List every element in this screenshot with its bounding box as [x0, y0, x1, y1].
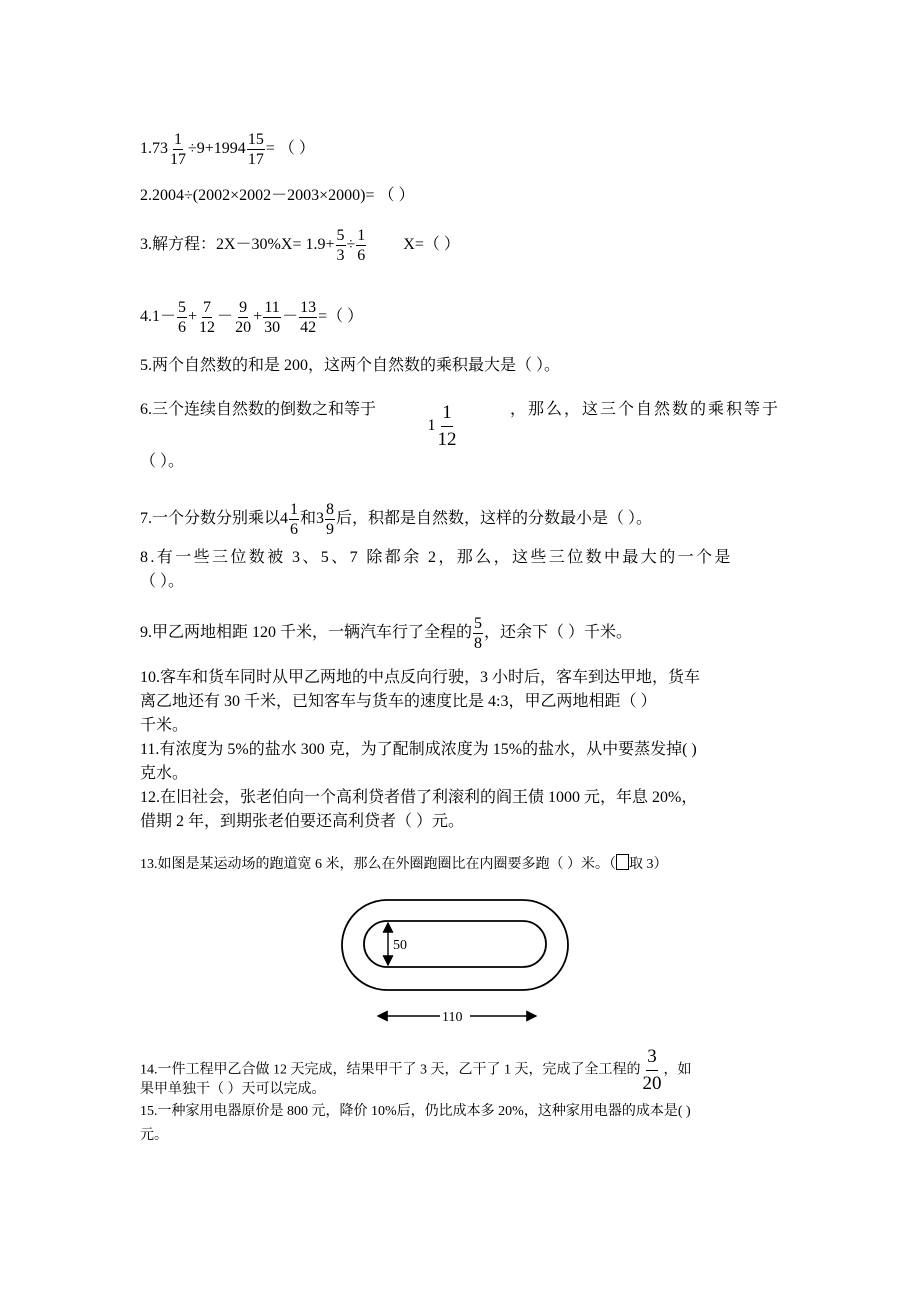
question-4: 4.1－ $\frac{5}{6}$ + $\frac{7}{12}$ － $\frac{9}{20}$ + $\frac{11}{30}$ － $\frac{13}{42}$ =（ ）: [140, 299, 364, 336]
question-11: 11.有浓度为 5%的盐水 300 克，为了配制成浓度为 15%的盐水，从中要蒸发掉( ): [140, 741, 697, 758]
question-10-line3: 千米。: [140, 717, 189, 734]
question-8-line2: （ ）。: [140, 573, 185, 590]
question-13: 13.如图是某运动场的跑道宽 6 米，那么在外圈跑圈比在内圈要多跑（ ）米。（ 取 3）: [140, 854, 668, 875]
question-15-line2: 元。: [140, 1128, 168, 1143]
question-12: 12.在旧社会，张老伯向一个高利贷者借了利滚利的阎王债 1000 元，年息 20%，: [140, 789, 698, 806]
length-label: 110: [442, 1010, 463, 1025]
pi-symbol-box: [616, 854, 629, 870]
question-8: 8.有一些三位数被 3、5、7 除都余 2，那么，这些三位数中最大的一个是: [140, 549, 733, 566]
question-14: 14.一件工程甲乙合做 12 天完成，结果甲干了 3 天，乙干了 1 天，完成了全工程的 $\frac{3}{20}$ ，如: [140, 1046, 692, 1094]
question-12-line2: 借期 2 年，到期张老伯要还高利贷者（ ）元。: [140, 813, 465, 830]
question-6-line2: （ ）。: [140, 453, 185, 470]
question-15: 15.一种家用电器原价是 800 元，降价 10%后，仍比成本多 20%，这种家用电器的成本是( ): [140, 1104, 691, 1119]
track-diagram: [330, 892, 590, 1032]
question-2: 2.2004÷(2002×2002－2003×2000)= （ ）: [140, 187, 415, 204]
track-outer-lane: [342, 900, 568, 990]
width-label: 50: [393, 938, 407, 953]
question-10-line2: 离乙地还有 30 千米，已知客车与货车的速度比是 4:3，甲乙两地相距（ ）: [140, 693, 657, 710]
question-1: 1.73 $\frac{1}{17}$ ÷9+1994 $\frac{15}{17}$ = （ ）: [140, 131, 315, 168]
question-6: 6.三个连续自然数的倒数之和等于 1 $\frac{1}{12}$ ，那么，这三个自然数的乘积等于: [140, 401, 780, 450]
question-7: 7.一个分数分别乘以4 $\frac{1}{6}$ 和3 $\frac{8}{9}$ 后，积都是自然数，这样的分数最小是（ ）。: [140, 501, 653, 538]
question-10: 10.客车和货车同时从甲乙两地的中点反向行驶，3 小时后，客车到达甲地，货车: [140, 669, 701, 686]
question-5: 5.两个自然数的和是 200，这两个自然数的乘积最大是（ ）。: [140, 357, 561, 374]
question-9: 9.甲乙两地相距 120 千米，一辆汽车行了全程的 $\frac{5}{8}$ ，还余下（ ）千米。: [140, 615, 633, 652]
track-inner-lane: [364, 921, 546, 967]
question-11-line2: 克水。: [140, 765, 189, 782]
question-14-line2: 果甲单独干（ ）天可以完成。: [140, 1082, 326, 1097]
question-3: 3.解方程：2X－30%X= 1.9+ $\frac{5}{3}$ ÷ $\frac{1}{6}$ X=（ ）: [140, 227, 460, 264]
